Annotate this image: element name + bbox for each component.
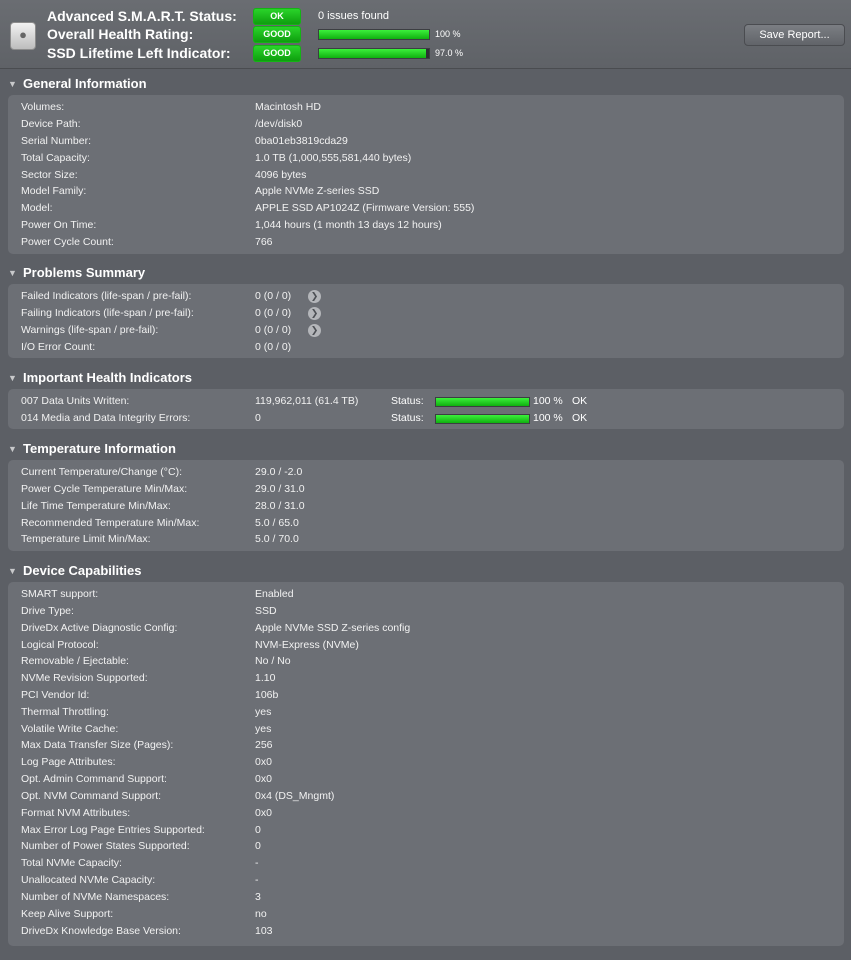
row-label: Thermal Throttling:: [21, 706, 109, 718]
details-arrow-icon[interactable]: ❯: [308, 290, 321, 303]
info-row: [21, 498, 841, 515]
row-value: 0: [255, 824, 261, 836]
info-row: [21, 771, 841, 788]
info-row: [21, 653, 841, 670]
row-value: 256: [255, 739, 273, 751]
row-label: Failing Indicators (life-span / pre-fail):: [21, 307, 194, 319]
row-label: Volatile Write Cache:: [21, 723, 119, 735]
health-rating-label: Overall Health Rating:: [47, 26, 194, 42]
row-value: 5.0 / 70.0: [255, 533, 299, 545]
info-row: [21, 234, 841, 251]
row-value: yes: [255, 723, 272, 735]
section-capabilities-header[interactable]: [0, 561, 851, 581]
row-value: 29.0 / -2.0: [255, 466, 303, 478]
row-label: Model:: [21, 202, 53, 214]
info-row: [21, 704, 841, 721]
row-label: Sector Size:: [21, 169, 78, 181]
disclosure-triangle-icon[interactable]: ▼: [8, 444, 17, 454]
info-row: [21, 481, 841, 498]
row-value: SSD: [255, 605, 277, 617]
row-value: 0: [255, 412, 261, 424]
row-label: Unallocated NVMe Capacity:: [21, 874, 156, 886]
info-row: [21, 670, 841, 687]
details-arrow-icon[interactable]: ❯: [308, 307, 321, 320]
row-label: Warnings (life-span / pre-fail):: [21, 324, 159, 336]
row-value: 0x0: [255, 756, 272, 768]
lifetime-left-label: SSD Lifetime Left Indicator:: [47, 45, 231, 61]
status-bar: [435, 397, 530, 407]
info-row: [21, 923, 841, 940]
status-bar: [435, 414, 530, 424]
row-value: Apple NVMe SSD Z-series config: [255, 622, 411, 634]
row-label: Failed Indicators (life-span / pre-fail):: [21, 290, 192, 302]
info-row: [21, 531, 841, 548]
row-value: 106b: [255, 689, 279, 701]
info-row: [21, 288, 841, 305]
row-label: Total NVMe Capacity:: [21, 857, 122, 869]
row-value: 119,962,011 (61.4 TB): [255, 395, 359, 407]
info-row: [21, 217, 841, 234]
row-label: Power On Time:: [21, 219, 97, 231]
row-label: 014 Media and Data Integrity Errors:: [21, 412, 191, 424]
info-row: [21, 603, 841, 620]
disclosure-triangle-icon[interactable]: ▼: [8, 373, 17, 383]
row-label: Current Temperature/Change (°C):: [21, 466, 182, 478]
row-value: -: [255, 857, 259, 869]
lifetime-left-percent: 97.0 %: [435, 48, 464, 58]
status-label: Status:: [391, 412, 424, 424]
capabilities-panel: [8, 582, 844, 946]
row-value: 1.10: [255, 672, 276, 684]
status-state: OK: [572, 412, 588, 424]
info-row: [21, 721, 841, 738]
smart-status-value: 0 issues found: [318, 10, 389, 22]
health-rating-bar: [318, 29, 430, 40]
row-value: 0: [255, 840, 261, 852]
row-value: no: [255, 908, 267, 920]
info-row: [21, 855, 841, 872]
problems-panel: [8, 284, 844, 358]
row-value: 5.0 / 65.0: [255, 517, 299, 529]
internal-drive-icon: ●: [10, 22, 36, 50]
info-row: [21, 838, 841, 855]
row-value: 1,044 hours (1 month 13 days 12 hours): [255, 219, 442, 231]
row-value: 28.0 / 31.0: [255, 500, 305, 512]
indicator-row[interactable]: [21, 393, 841, 410]
row-label: NVMe Revision Supported:: [21, 672, 148, 684]
info-row: [21, 133, 841, 150]
row-label: Drive Type:: [21, 605, 74, 617]
info-row: [21, 586, 841, 603]
section-health-header[interactable]: [0, 368, 851, 388]
row-label: Power Cycle Temperature Min/Max:: [21, 483, 188, 495]
section-temperature-header[interactable]: [0, 439, 851, 459]
row-value: /dev/disk0: [255, 118, 303, 130]
info-row: [21, 906, 841, 923]
info-row: [21, 200, 841, 217]
info-row: [21, 150, 841, 167]
section-title: Important Health Indicators: [23, 370, 193, 385]
info-row: [21, 99, 841, 116]
row-label: DriveDx Active Diagnostic Config:: [21, 622, 178, 634]
lifetime-left-badge: GOOD: [253, 45, 301, 62]
section-title: Device Capabilities: [23, 563, 142, 578]
details-arrow-icon[interactable]: ❯: [308, 324, 321, 337]
status-label: Status:: [391, 395, 424, 407]
row-value: Macintosh HD: [255, 101, 321, 113]
row-label: Removable / Ejectable:: [21, 655, 129, 667]
row-value: No / No: [255, 655, 291, 667]
info-row: [21, 687, 841, 704]
health-panel: [8, 389, 844, 429]
smart-status-label: Advanced S.M.A.R.T. Status:: [47, 8, 237, 24]
row-label: SMART support:: [21, 588, 99, 600]
section-title: General Information: [23, 76, 147, 91]
row-value: 0ba01eb3819cda29: [255, 135, 348, 147]
disclosure-triangle-icon[interactable]: ▼: [8, 79, 17, 89]
disclosure-triangle-icon[interactable]: ▼: [8, 268, 17, 278]
row-value: 1.0 TB (1,000,555,581,440 bytes): [255, 152, 412, 164]
status-percent: 100 %: [533, 412, 563, 424]
row-label: Power Cycle Count:: [21, 236, 114, 248]
row-label: Number of NVMe Namespaces:: [21, 891, 170, 903]
health-rating-badge: GOOD: [253, 26, 301, 43]
row-label: Serial Number:: [21, 135, 92, 147]
row-value: 4096 bytes: [255, 169, 307, 181]
info-row: [21, 737, 841, 754]
info-row: [21, 805, 841, 822]
row-value: 103: [255, 925, 273, 937]
row-label: Logical Protocol:: [21, 639, 99, 651]
general-panel: [8, 95, 844, 254]
info-row: [21, 872, 841, 889]
info-row: [21, 322, 841, 339]
row-value: 29.0 / 31.0: [255, 483, 305, 495]
info-row: [21, 167, 841, 184]
row-value: APPLE SSD AP1024Z (Firmware Version: 555): [255, 202, 475, 214]
lifetime-left-bar: [318, 48, 430, 59]
row-label: Format NVM Attributes:: [21, 807, 131, 819]
status-percent: 100 %: [533, 395, 563, 407]
row-label: Temperature Limit Min/Max:: [21, 533, 151, 545]
row-value: 0 (0 / 0): [255, 307, 292, 319]
row-value: 0 (0 / 0): [255, 341, 292, 353]
row-label: Number of Power States Supported:: [21, 840, 190, 852]
row-label: Model Family:: [21, 185, 87, 197]
info-row: [21, 822, 841, 839]
row-value: 3: [255, 891, 261, 903]
info-row: [21, 754, 841, 771]
row-label: Keep Alive Support:: [21, 908, 114, 920]
row-value: NVM-Express (NVMe): [255, 639, 359, 651]
row-label: 007 Data Units Written:: [21, 395, 130, 407]
row-label: Max Error Log Page Entries Supported:: [21, 824, 205, 836]
row-label: DriveDx Knowledge Base Version:: [21, 925, 181, 937]
section-problems-header[interactable]: [0, 263, 851, 283]
row-label: Life Time Temperature Min/Max:: [21, 500, 171, 512]
row-value: 0x0: [255, 773, 272, 785]
info-row: [21, 889, 841, 906]
section-title: Problems Summary: [23, 265, 146, 280]
info-row: [21, 515, 841, 532]
smart-status-badge: OK: [253, 8, 301, 25]
disclosure-triangle-icon[interactable]: ▼: [8, 566, 17, 576]
info-row: [21, 339, 841, 356]
info-row: [21, 183, 841, 200]
row-label: Recommended Temperature Min/Max:: [21, 517, 200, 529]
health-rating-percent: 100 %: [435, 29, 461, 39]
row-label: Log Page Attributes:: [21, 756, 116, 768]
temperature-panel: [8, 460, 844, 551]
info-row: [21, 637, 841, 654]
info-row: [21, 305, 841, 322]
summary-header: [0, 0, 851, 69]
row-label: Total Capacity:: [21, 152, 90, 164]
row-label: Device Path:: [21, 118, 81, 130]
row-label: Opt. Admin Command Support:: [21, 773, 167, 785]
row-value: Apple NVMe Z-series SSD: [255, 185, 380, 197]
section-title: Temperature Information: [23, 441, 176, 456]
row-value: yes: [255, 706, 272, 718]
row-value: 0x0: [255, 807, 272, 819]
info-row: [21, 464, 841, 481]
info-row: [21, 116, 841, 133]
row-value: 0x4 (DS_Mngmt): [255, 790, 335, 802]
save-report-button[interactable]: Save Report...: [744, 24, 845, 46]
row-value: 0 (0 / 0): [255, 290, 292, 302]
row-label: Max Data Transfer Size (Pages):: [21, 739, 174, 751]
indicator-row[interactable]: [21, 410, 841, 427]
info-row: [21, 620, 841, 637]
row-value: -: [255, 874, 259, 886]
row-label: Volumes:: [21, 101, 65, 113]
row-value: Enabled: [255, 588, 294, 600]
row-label: PCI Vendor Id:: [21, 689, 90, 701]
section-general-header[interactable]: [0, 74, 851, 94]
row-label: Opt. NVM Command Support:: [21, 790, 162, 802]
status-state: OK: [572, 395, 588, 407]
row-value: 766: [255, 236, 273, 248]
row-label: I/O Error Count:: [21, 341, 96, 353]
info-row: [21, 788, 841, 805]
row-value: 0 (0 / 0): [255, 324, 292, 336]
